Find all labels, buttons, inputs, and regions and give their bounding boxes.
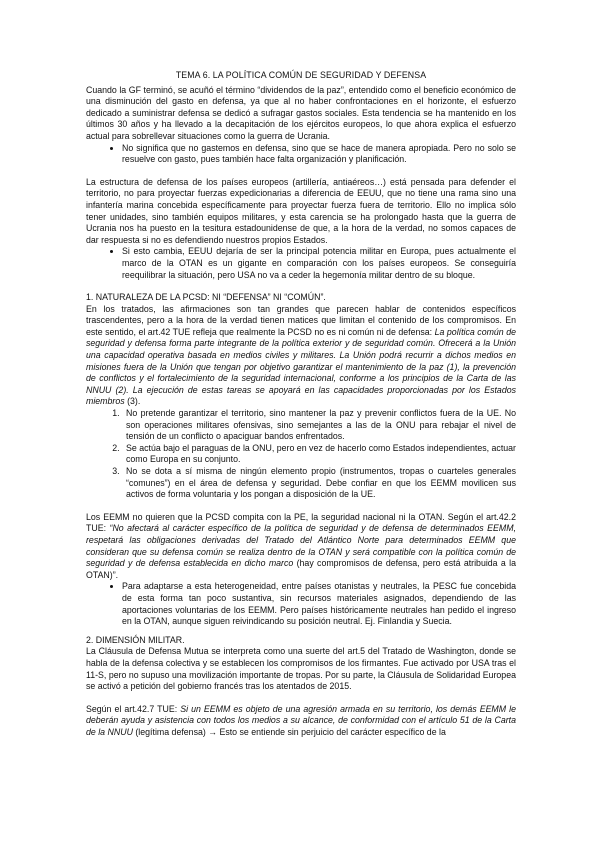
- section-1-p1-end: (3).: [124, 396, 141, 407]
- section-1-bullet-1: • Para adaptarse a esta heterogeneidad, entre países otanistas y neutrales, la PESC fue concebida de esta forma tan poco sustantiva, sin recursos materiales asignados, dependiendo de las aportaciones voluntarias de los EEMM. Pero países históricamente neutrales han pedido el ingreso en la OTAN, aunque siguen reivindicando su posición neutral. Ej. Finlandia y Suecia.: [122, 581, 516, 627]
- document-body: [86, 70, 516, 738]
- section-2-paragraph-1: La Cláusula de Defensa Mutua se interpreta como una suerte del art.5 del Tratado de Washington, donde se habla de la defensa colectiva y se establecen los compromisos de los firmantes. Fue activado por USA tras el 11-S, pero no supuso una movilización importante de tropas. Por su parte, la Cláusula de Solidaridad Europea se activó a petición del gobierno francés tras los atentados de 2015.: [86, 646, 516, 692]
- section-1-bullet-list: [86, 581, 516, 627]
- section-1-heading: 1. NATURALEZA DE LA PCSD: NI “DEFENSA” NI “COMÚN”.: [86, 292, 326, 303]
- section-1-paragraph-2: [86, 512, 516, 582]
- section-1-p2-text: Los EEMM no quieren que la PCSD compita con la PE, la seguridad nacional ni la OTAN. Según el art.42.2 TUE:: [86, 511, 516, 534]
- section-1-paragraph-1: [86, 304, 516, 408]
- section-1-item-1: 1. No pretende garantizar el territorio, sino mantener la paz y prevenir conflictos fuera de la UE. No son operaciones militares ofensivas, sino semejantes a las de la ONU para rebajar el nivel de tensión de un conflicto o apaciguar bandos enfrentados.: [122, 408, 516, 443]
- intro-bullet-1: • No significa que no gastemos en defensa, sino que se hace de manera apropiada. Pero no solo se resuelve con gasto, pues también hace falta organización y planificación.: [122, 143, 516, 166]
- intro-bullet-list-1: [86, 143, 516, 166]
- section-1-item-3: 3. No se dota a sí misma de ningún elemento propio (instrumentos, tropas o cuarteles generales “comunes”) en el área de defensa y seguridad. Debe confiar en que los EEMM movilicen sus activos de forma voluntaria y los pongan a disposición de la UE.: [122, 466, 516, 501]
- section-2-paragraph-2: [86, 704, 516, 739]
- page-title: TEMA 6. LA POLÍTICA COMÚN DE SEGURIDAD Y DEFENSA: [175, 70, 427, 80]
- section-1-item-2: 2. Se actúa bajo el paraguas de la ONU, pero en vez de hacerlo como Estados independientes, actuar como Europa en su conjunto.: [122, 443, 516, 466]
- section-1-numbered-list: [86, 408, 516, 501]
- section-1-p1-text: En los tratados, las afirmaciones son tan grandes que parecen hablar de contenidos específicos trascendentes, pero a la hora de la verdad tienen matices que limitan el contenido de los compromisos. En este sentido, el art.42 TUE refleja que realmente la PCSD no es ni común ni de defensa:: [86, 303, 516, 337]
- section-2-p2-text: Según el art.42.7 TUE:: [86, 703, 181, 714]
- section-2-p2-quote: Si un EEMM es objeto de una agresión armada en su territorio, los demás EEMM le deberán ayuda y asistencia con todos los medios a su alcance, de conformidad con el artículo 51 de la Carta de la NNUU: [86, 703, 516, 737]
- intro-paragraph-2: La estructura de defensa de los países europeos (artillería, antiaéreos…) está pensada para defender el territorio, no para proyectar fuerzas expedicionarias a diferencia de EEUU, que no tiene una rama sino una infantería marina concebida específicamente para proyectar fuerza fuera de territorio. Ello no implica sólo tener unidades, sino también equipos militares, y esta carencia se ha prolongado hasta que la guerra de Ucrania nos ha puesto en la tesitura estadounidense de que, a la hora de la verdad, no somos capaces de dar respuesta si no es defendiendo nuestros propios Estados.: [86, 176, 516, 245]
- intro-bullet-list-2: [86, 246, 516, 281]
- section-1-p2-end: (hay compromisos de defensa, pero está atribuida a la OTAN)”.: [86, 558, 516, 580]
- section-2-heading: 2. DIMENSIÓN MILITAR.: [86, 634, 185, 645]
- section-1-p2-quote: “No afectará al carácter específico de la política de seguridad y de defensa de determinados EEMM, respetará las obligaciones derivadas del Tratado del Atlántico Norte para determinados EEMM que consideran que su defensa común se realiza dentro de la OTAN y será compatible con la política común de seguridad y de defensa establecida en dicho marco: [86, 523, 517, 569]
- intro-bullet-2: • Si esto cambia, EEUU dejaría de ser la principal potencia militar en Europa, pues actualmente el marco de la OTAN es un gigante en comparación con los países europeos. Se conseguiría reequilibrar la situación, pero USA no va a ceder la hegemonía militar dentro de su bloque.: [122, 246, 516, 281]
- section-2-p2-end: (legítima defensa) → Esto se entiende sin perjuicio del carácter específico de la: [132, 726, 446, 737]
- section-1-p1-quote: La política común de seguridad y defensa forma parte integrante de la política exterior y de seguridad común. Ofrecerá a la Unión una capacidad operativa basada en medios civiles y militares. La Unión podrá recurrir a dichos medios en misiones fuera de la Unión que tengan por objetivo garantizar el mantenimiento de la paz (1), la prevención de conflictos y el fortalecimiento de la seguridad internacional, conforme a los principios de la Carta de las NNUU (2). La ejecución de estas tareas se apoyará en las capacidades proporcionadas por los Estados miembros: [86, 326, 516, 407]
- intro-paragraph-1: Cuando la GF terminó, se acuñó el término “dividendos de la paz”, entendido como el beneficio económico de una disminución del gasto en defensa, ya que al no haber confrontaciones en el horizonte, el esfuerzo dedicado a suministrar defensa se dedicó a sufragar gastos sociales. Esta tendencia se ha mantenido en los últimos 30 años y ha llevado a la decapitación de los ejércitos europeos, lo que ahora explica el esfuerzo actual para sobrellevar situaciones como la guerra de Ucrania.: [86, 84, 516, 141]
